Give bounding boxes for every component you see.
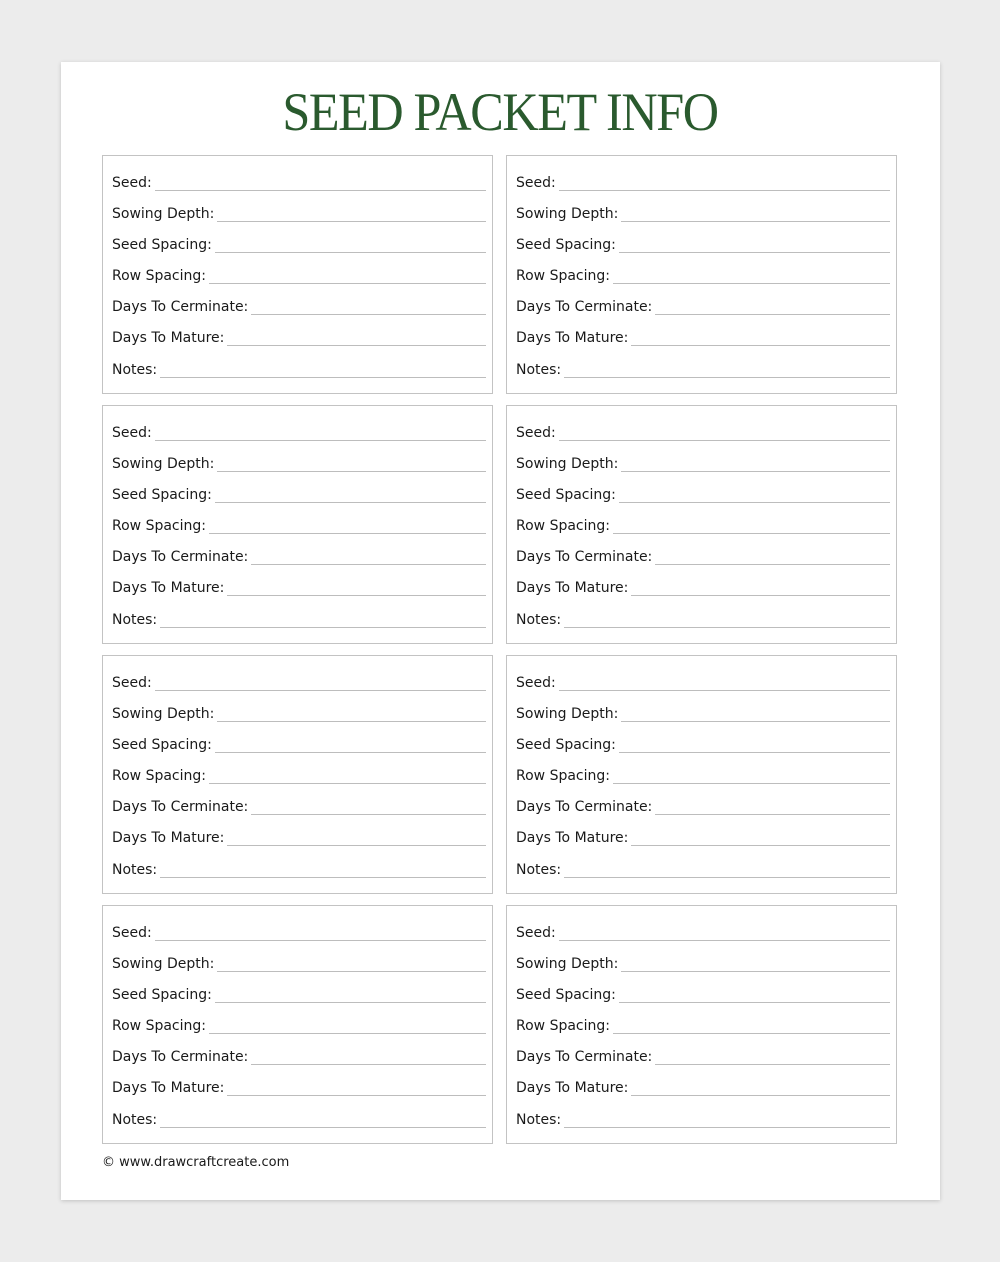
field-label: Days To Cerminate: [112,1049,249,1065]
field-label: Seed Spacing: [112,487,212,503]
write-in-line[interactable] [621,721,890,722]
field-label: Notes: [516,362,562,378]
page-title: SEED PACKET INFO [282,82,718,142]
field-label: Seed Spacing: [516,737,616,753]
packet-field [112,609,486,629]
field-label: Sowing Depth: [516,956,619,972]
field-label: Row Spacing: [112,1018,206,1034]
field-label: Seed: [516,175,556,191]
write-in-line[interactable] [564,877,890,878]
packet-field [112,422,486,442]
write-in-line[interactable] [621,221,890,222]
packet-field [516,234,890,254]
packet-field [516,1077,890,1097]
packet-field [112,515,486,535]
field-label: Sowing Depth: [112,456,215,472]
write-in-line[interactable] [631,1095,890,1096]
packet-field [516,422,890,442]
packet-field [112,765,486,785]
write-in-line[interactable] [209,283,486,284]
packet-field [112,922,486,942]
seed-packet-card [102,155,493,394]
packet-field [112,796,486,816]
field-label: Row Spacing: [516,1018,610,1034]
field-label: Seed Spacing: [112,237,212,253]
field-label: Seed Spacing: [516,987,616,1003]
field-label: Seed Spacing: [516,237,616,253]
field-label: Row Spacing: [112,268,206,284]
field-label: Seed: [112,925,152,941]
packet-field [112,577,486,597]
write-in-line[interactable] [559,440,890,441]
packet-field [516,296,890,316]
packet-field [516,515,890,535]
write-in-line[interactable] [564,377,890,378]
packet-field [516,609,890,629]
write-in-line[interactable] [559,190,890,191]
seed-packet-card [102,905,493,1144]
field-label: Sowing Depth: [516,456,619,472]
packet-field [112,453,486,473]
write-in-line[interactable] [209,783,486,784]
write-in-line[interactable] [621,471,890,472]
packet-field [112,703,486,723]
write-in-line[interactable] [227,845,486,846]
field-label: Days To Mature: [516,830,629,846]
packet-field [516,265,890,285]
field-label: Row Spacing: [112,518,206,534]
packet-field [516,1046,890,1066]
field-label: Sowing Depth: [112,706,215,722]
field-label: Row Spacing: [112,768,206,784]
field-label: Sowing Depth: [112,206,215,222]
write-in-line[interactable] [613,1033,890,1034]
write-in-line[interactable] [217,471,486,472]
field-label: Seed Spacing: [112,987,212,1003]
copyright-footer: © www.drawcraftcreate.com [102,1155,290,1170]
write-in-line[interactable] [160,877,486,878]
packet-field [112,234,486,254]
packet-field [516,577,890,597]
write-in-line[interactable] [559,940,890,941]
seed-packet-card [506,905,897,1144]
field-label: Row Spacing: [516,268,610,284]
packet-field [516,765,890,785]
field-label: Notes: [112,1112,158,1128]
write-in-line[interactable] [227,345,486,346]
packet-field [516,546,890,566]
seed-packet-card [506,155,897,394]
packet-field [112,672,486,692]
field-label: Days To Cerminate: [112,549,249,565]
packet-field [516,453,890,473]
write-in-line[interactable] [619,1002,890,1003]
write-in-line[interactable] [619,752,890,753]
field-label: Seed: [516,675,556,691]
packet-field [516,734,890,754]
packet-field [112,203,486,223]
write-in-line[interactable] [619,252,890,253]
packet-field [112,265,486,285]
packet-field [112,1109,486,1129]
seed-packet-card [506,655,897,894]
field-label: Seed: [112,675,152,691]
field-label: Sowing Depth: [112,956,215,972]
write-in-line[interactable] [215,752,486,753]
field-label: Days To Mature: [112,1080,225,1096]
write-in-line[interactable] [621,971,890,972]
packet-field [516,984,890,1004]
field-label: Seed Spacing: [112,737,212,753]
packet-field [516,1015,890,1035]
packet-field [516,922,890,942]
field-label: Days To Cerminate: [112,799,249,815]
field-label: Notes: [112,612,158,628]
packet-field [516,327,890,347]
write-in-line[interactable] [655,564,890,565]
write-in-line[interactable] [217,971,486,972]
packet-field [516,672,890,692]
write-in-line[interactable] [155,440,486,441]
packet-field [112,984,486,1004]
field-label: Row Spacing: [516,768,610,784]
packet-field [112,359,486,379]
field-label: Days To Cerminate: [112,299,249,315]
packet-field [516,484,890,504]
write-in-line[interactable] [227,595,486,596]
packet-field [112,1046,486,1066]
field-label: Days To Mature: [516,1080,629,1096]
write-in-line[interactable] [631,345,890,346]
write-in-line[interactable] [564,1127,890,1128]
write-in-line[interactable] [631,595,890,596]
write-in-line[interactable] [613,783,890,784]
field-label: Days To Cerminate: [516,299,653,315]
field-label: Seed: [112,425,152,441]
field-label: Notes: [112,362,158,378]
field-label: Row Spacing: [516,518,610,534]
packet-field [516,953,890,973]
packet-field [112,1015,486,1035]
write-in-line[interactable] [160,377,486,378]
packet-field [516,796,890,816]
field-label: Notes: [516,862,562,878]
write-in-line[interactable] [251,814,486,815]
write-in-line[interactable] [155,190,486,191]
packet-field [112,296,486,316]
write-in-line[interactable] [160,1127,486,1128]
write-in-line[interactable] [155,940,486,941]
packet-field [516,859,890,879]
write-in-line[interactable] [215,1002,486,1003]
field-label: Days To Mature: [516,330,629,346]
write-in-line[interactable] [227,1095,486,1096]
write-in-line[interactable] [655,314,890,315]
field-label: Days To Mature: [112,330,225,346]
field-label: Days To Cerminate: [516,1049,653,1065]
seed-packet-card [102,655,493,894]
write-in-line[interactable] [155,690,486,691]
field-label: Days To Mature: [516,580,629,596]
packet-field [112,953,486,973]
packet-field [516,703,890,723]
write-in-line[interactable] [655,814,890,815]
packet-field [112,327,486,347]
packet-field [112,859,486,879]
field-label: Sowing Depth: [516,706,619,722]
field-label: Seed: [516,425,556,441]
seed-packet-card [506,405,897,644]
packet-field [516,827,890,847]
write-in-line[interactable] [655,1064,890,1065]
write-in-line[interactable] [215,252,486,253]
field-label: Seed Spacing: [516,487,616,503]
packet-field [112,1077,486,1097]
write-in-line[interactable] [251,564,486,565]
packet-field [516,1109,890,1129]
write-in-line[interactable] [564,627,890,628]
field-label: Days To Mature: [112,830,225,846]
packet-field [112,827,486,847]
seed-packet-card [102,405,493,644]
packet-field [516,172,890,192]
packet-field [516,359,890,379]
field-label: Seed: [112,175,152,191]
write-in-line[interactable] [619,502,890,503]
write-in-line[interactable] [251,1064,486,1065]
write-in-line[interactable] [215,502,486,503]
write-in-line[interactable] [217,721,486,722]
packet-field [112,172,486,192]
field-label: Seed: [516,925,556,941]
field-label: Notes: [516,612,562,628]
write-in-line[interactable] [217,221,486,222]
write-in-line[interactable] [160,627,486,628]
write-in-line[interactable] [613,533,890,534]
write-in-line[interactable] [209,533,486,534]
field-label: Days To Cerminate: [516,549,653,565]
packet-field [516,203,890,223]
field-label: Days To Mature: [112,580,225,596]
packet-field [112,484,486,504]
field-label: Notes: [112,862,158,878]
field-label: Days To Cerminate: [516,799,653,815]
write-in-line[interactable] [209,1033,486,1034]
field-label: Sowing Depth: [516,206,619,222]
field-label: Notes: [516,1112,562,1128]
write-in-line[interactable] [559,690,890,691]
write-in-line[interactable] [251,314,486,315]
write-in-line[interactable] [631,845,890,846]
packet-field [112,734,486,754]
write-in-line[interactable] [613,283,890,284]
packet-field [112,546,486,566]
